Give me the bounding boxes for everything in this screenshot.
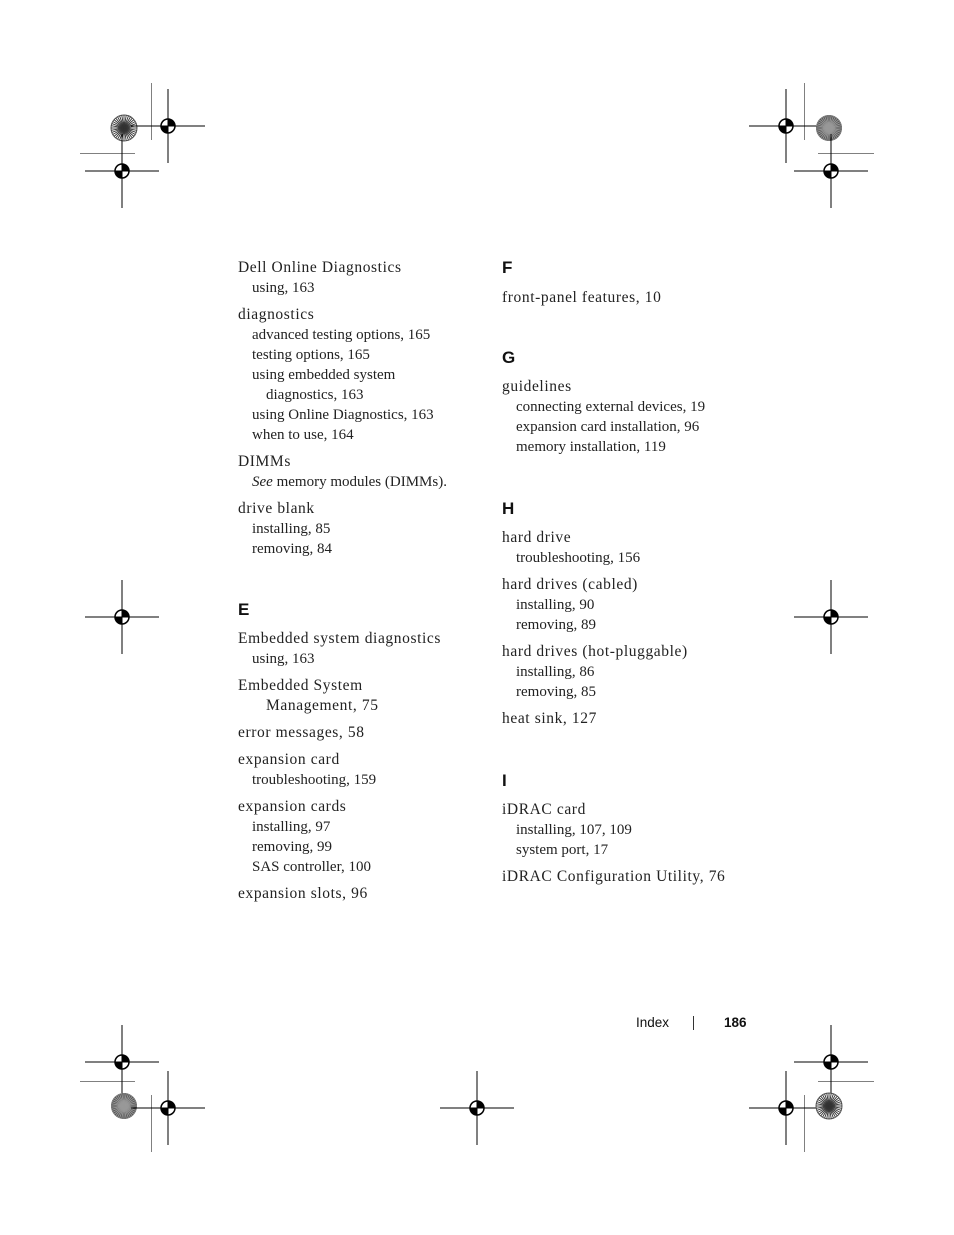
index-subentry: memory installation, 119 — [516, 439, 666, 455]
index-entry — [238, 629, 488, 669]
index-term: iDRAC card — [502, 801, 586, 818]
index-entry — [502, 800, 762, 860]
index-term: diagnostics — [238, 306, 315, 323]
index-term: expansion card — [238, 751, 340, 768]
index-subentry: installing, 107, 109 — [516, 822, 632, 838]
crop-mark-line — [80, 1081, 136, 1083]
index-column-right — [502, 258, 762, 894]
index-see-reference — [238, 472, 488, 492]
index-term: Dell Online Diagnostics — [238, 259, 402, 276]
index-subentry: troubleshooting, 159 — [252, 772, 377, 788]
footer-separator — [693, 1016, 694, 1030]
index-subentry: using Online Diagnostics, 163 — [252, 407, 434, 423]
index-term: expansion cards — [238, 798, 347, 815]
footer-section-label: Index — [636, 1015, 670, 1030]
crop-mark-line — [818, 1081, 875, 1083]
index-term: hard drives (hot-pluggable) — [502, 643, 688, 660]
registration-crosshair-icon — [794, 580, 868, 654]
see-label: See — [252, 474, 273, 490]
index-entry — [238, 305, 488, 445]
crop-mark-line — [151, 1095, 153, 1153]
index-term: drive blank — [238, 500, 315, 517]
index-subentry: SAS controller, 100 — [252, 859, 371, 875]
index-term: iDRAC Configuration Utility, 76 — [502, 868, 726, 885]
registration-crosshair-icon — [794, 134, 868, 208]
registration-crosshair-icon — [131, 1071, 205, 1145]
index-subentry: expansion card installation, 96 — [516, 419, 700, 435]
index-entry — [502, 642, 762, 702]
registration-crosshair-icon — [85, 580, 159, 654]
index-letter-heading: E — [238, 600, 250, 619]
registration-starburst-icon — [815, 1092, 843, 1120]
index-entry — [238, 750, 488, 790]
index-letter-heading: H — [502, 499, 515, 518]
index-term: Embedded System — [238, 677, 363, 694]
index-entry — [502, 528, 762, 568]
index-subentry: testing options, 165 — [252, 347, 370, 363]
index-letter-heading: G — [502, 348, 516, 367]
index-entry — [238, 884, 488, 904]
crop-mark-line — [151, 83, 153, 141]
index-subentry: advanced testing options, 165 — [252, 327, 431, 343]
index-subentry: removing, 85 — [516, 684, 596, 700]
index-term: heat sink, 127 — [502, 710, 597, 727]
index-entry — [502, 288, 762, 308]
index-entry — [502, 867, 762, 887]
index-term: expansion slots, 96 — [238, 885, 368, 902]
index-column-left — [238, 258, 488, 911]
index-letter-heading: I — [502, 771, 507, 790]
index-subentry: installing, 97 — [252, 819, 331, 835]
index-term: front-panel features, 10 — [502, 289, 662, 306]
index-subentry: diagnostics, 163 — [266, 387, 364, 403]
index-subentry: removing, 89 — [516, 617, 596, 633]
index-entry — [238, 676, 488, 716]
index-subentry: removing, 84 — [252, 541, 332, 557]
index-term: hard drives (cabled) — [502, 576, 638, 593]
index-entry — [238, 452, 488, 492]
index-term: DIMMs — [238, 453, 291, 470]
index-entry — [502, 377, 762, 457]
registration-crosshair-icon — [440, 1071, 514, 1145]
index-subentry: connecting external devices, 19 — [516, 399, 706, 415]
index-subentry: using, 163 — [252, 280, 315, 296]
registration-crosshair-icon — [749, 1071, 823, 1145]
index-entry — [502, 575, 762, 635]
index-entry — [238, 499, 488, 559]
page-number: 186 — [724, 1015, 747, 1030]
index-subentry: using, 163 — [252, 651, 315, 667]
registration-crosshair-icon — [85, 134, 159, 208]
index-subentry: installing, 85 — [252, 521, 331, 537]
index-term: Embedded system diagnostics — [238, 630, 442, 647]
index-subentry: system port, 17 — [516, 842, 609, 858]
index-subentry: installing, 90 — [516, 597, 595, 613]
index-subentry: troubleshooting, 156 — [516, 550, 641, 566]
index-subentry: when to use, 164 — [252, 427, 354, 443]
index-subentry: using embedded system — [252, 367, 396, 383]
crop-mark-line — [804, 83, 806, 141]
index-entry — [238, 723, 488, 743]
index-term: error messages, 58 — [238, 724, 365, 741]
index-term: hard drive — [502, 529, 572, 546]
index-subentry: removing, 99 — [252, 839, 332, 855]
index-letter-heading: F — [502, 258, 513, 277]
index-entry — [238, 258, 488, 298]
index-subentry: installing, 86 — [516, 664, 595, 680]
index-term-continuation: Management, 75 — [266, 697, 379, 714]
index-entry — [502, 709, 762, 729]
index-entry — [238, 797, 488, 877]
see-target: memory modules (DIMMs). — [272, 474, 447, 490]
crop-mark-line — [804, 1095, 806, 1153]
index-term: guidelines — [502, 378, 572, 395]
